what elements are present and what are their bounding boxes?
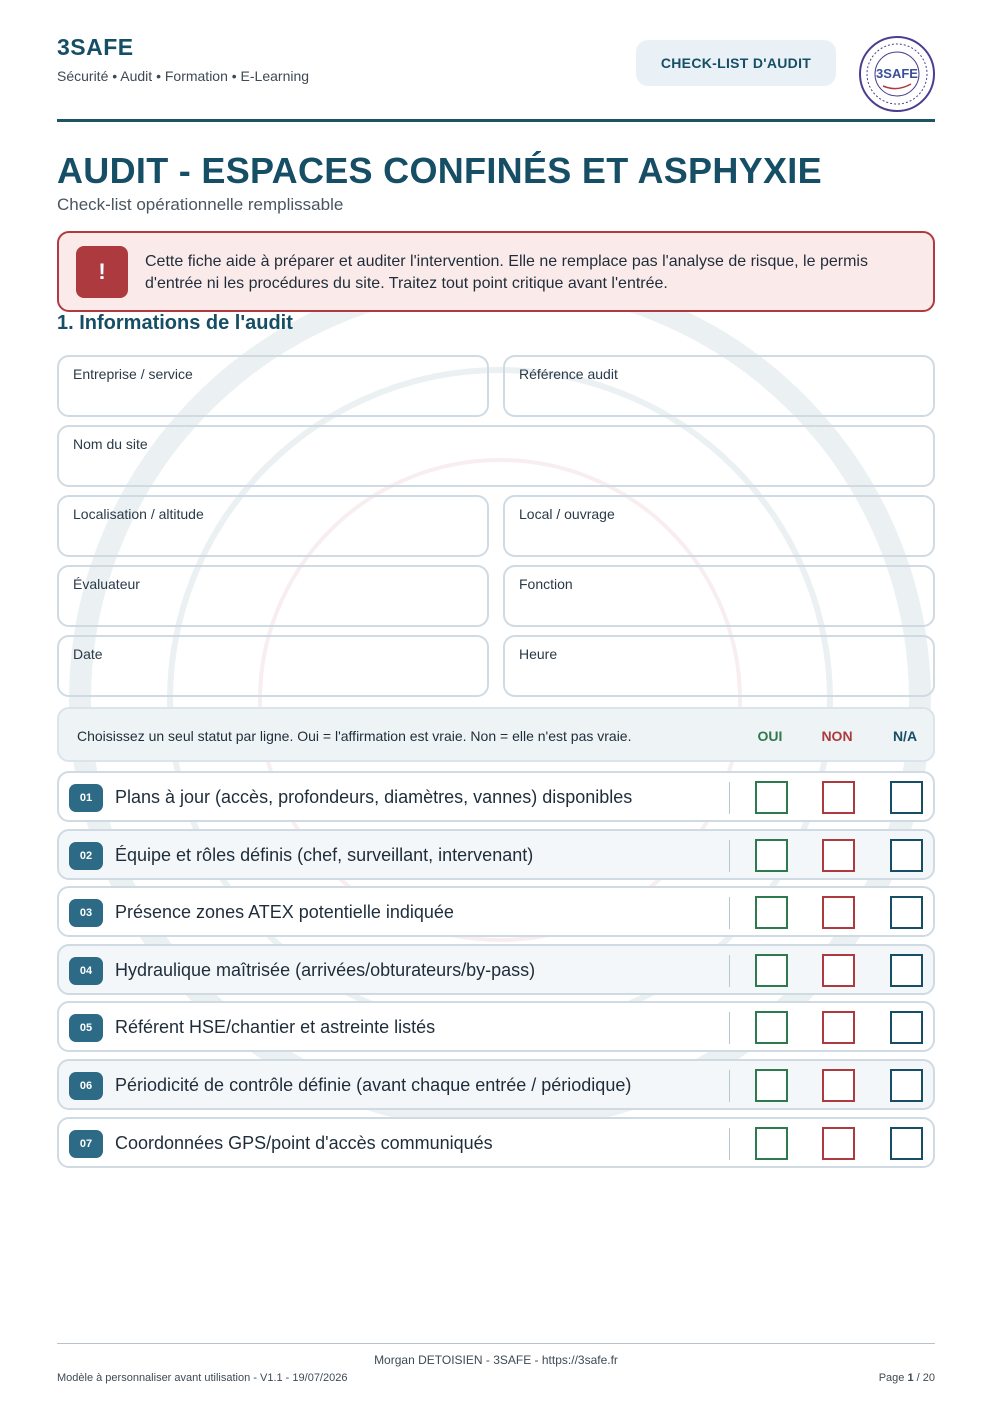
exclamation-icon: ! [76, 246, 128, 298]
page-label: Page [878, 1372, 905, 1384]
checklist-row-04 [57, 944, 935, 995]
item-number-badge: 03 [69, 899, 103, 927]
warning-callout [57, 231, 935, 312]
checkbox-non[interactable] [822, 1127, 855, 1160]
local-ouvrage-input[interactable] [517, 527, 921, 551]
item-number-badge: 05 [69, 1014, 103, 1042]
checkbox-non[interactable] [822, 954, 855, 987]
brand-name: 3SAFE [57, 34, 134, 60]
field-reference-audit [503, 355, 935, 417]
row-divider [729, 955, 730, 987]
checkbox-na[interactable] [890, 1127, 923, 1160]
3safe-logo-seal-icon [857, 34, 937, 114]
field-label: Référence audit [519, 366, 618, 382]
column-header-non: NON [821, 728, 853, 744]
page-current: 1 [907, 1372, 914, 1384]
checklist-row-06 [57, 1059, 935, 1110]
item-text: Hydraulique maîtrisée (arrivées/obturateurs/by-pass) [115, 960, 536, 980]
item-text: Référent HSE/chantier et astreinte listés [115, 1017, 436, 1037]
logo-seal-text: 3SAFE [876, 66, 918, 81]
field-label: Fonction [519, 576, 573, 592]
checklist-row-02 [57, 829, 935, 880]
header-divider [57, 119, 935, 122]
footer-divider [57, 1343, 935, 1344]
doc-type-badge: CHECK-LIST D'AUDIT [636, 40, 836, 86]
field-date [57, 635, 489, 697]
field-entreprise-service [57, 355, 489, 417]
checkbox-na[interactable] [890, 781, 923, 814]
evaluateur-input[interactable] [71, 597, 475, 621]
field-label: Nom du site [73, 436, 148, 452]
brand-tagline: Sécurité • Audit • Formation • E-Learning [57, 68, 310, 84]
checkbox-oui[interactable] [755, 954, 788, 987]
checkbox-non[interactable] [822, 839, 855, 872]
checklist-row-05 [57, 1001, 935, 1052]
page-title: AUDIT - ESPACES CONFINÉS ET ASPHYXIE [57, 150, 822, 191]
checkbox-oui[interactable] [755, 1069, 788, 1102]
footer-template-note: Modèle à personnaliser avant utilisation - V1.1 - 19/07/2026 [57, 1372, 348, 1384]
column-header-oui: OUI [757, 728, 783, 744]
checkbox-non[interactable] [822, 781, 855, 814]
fonction-input[interactable] [517, 597, 921, 621]
checkbox-oui[interactable] [755, 1127, 788, 1160]
checkbox-oui[interactable] [755, 781, 788, 814]
field-heure [503, 635, 935, 697]
page-total: / 20 [916, 1372, 935, 1384]
row-divider [729, 1070, 730, 1102]
item-number-badge: 02 [69, 842, 103, 870]
checkbox-oui[interactable] [755, 839, 788, 872]
field-label: Évaluateur [73, 576, 140, 592]
status-instructions: Choisissez un seul statut par ligne. Oui = l'affirmation est vraie. Non = elle n'est pas vraie. [77, 728, 632, 744]
nom-du-site-input[interactable] [71, 457, 921, 481]
heure-input[interactable] [517, 667, 921, 691]
field-label: Heure [519, 646, 558, 662]
column-header-na: N/A [892, 728, 918, 744]
checkbox-oui[interactable] [755, 1011, 788, 1044]
date-input[interactable] [71, 667, 475, 691]
checkbox-non[interactable] [822, 1011, 855, 1044]
field-local-ouvrage [503, 495, 935, 557]
row-divider [729, 897, 730, 929]
item-number-badge: 01 [69, 784, 103, 812]
page-subtitle: Check-list opérationnelle remplissable [57, 195, 344, 214]
item-text: Périodicité de contrôle définie (avant chaque entrée / périodique) [115, 1075, 632, 1095]
checkbox-non[interactable] [822, 1069, 855, 1102]
checklist-row-07 [57, 1117, 935, 1168]
checkbox-na[interactable] [890, 954, 923, 987]
field-localisation-altitude [57, 495, 489, 557]
field-label: Entreprise / service [73, 366, 193, 382]
field-fonction [503, 565, 935, 627]
field-nom-du-site [57, 425, 935, 487]
item-number-badge: 07 [69, 1130, 103, 1158]
section-title-informations: 1. Informations de l'audit [57, 312, 293, 334]
row-divider [729, 1128, 730, 1160]
warning-text: Cette fiche aide à préparer et auditer l'intervention. Elle ne remplace pas l'analyse de risque, le permis d'entrée ni les procédures du site. Traitez tout point critique avant l'entrée. [145, 253, 868, 292]
checkbox-na[interactable] [890, 1069, 923, 1102]
checkbox-na[interactable] [890, 839, 923, 872]
checklist-row-01 [57, 771, 935, 822]
item-text: Coordonnées GPS/point d'accès communiqués [115, 1133, 493, 1153]
item-text: Équipe et rôles définis (chef, surveillant, intervenant) [115, 845, 534, 865]
header [57, 34, 935, 94]
checkbox-non[interactable] [822, 896, 855, 929]
footer-author: Morgan DETOISIEN - 3SAFE - https://3safe.fr [374, 1353, 618, 1367]
checklist-row-03 [57, 886, 935, 937]
item-number-badge: 04 [69, 957, 103, 985]
field-evaluateur [57, 565, 489, 627]
status-legend-bar [57, 707, 935, 762]
localisation-altitude-input[interactable] [71, 527, 475, 551]
item-text: Présence zones ATEX potentielle indiquée [115, 902, 454, 922]
row-divider [729, 1012, 730, 1044]
checkbox-na[interactable] [890, 1011, 923, 1044]
field-label: Local / ouvrage [519, 506, 615, 522]
reference-audit-input[interactable] [517, 387, 921, 411]
checkbox-na[interactable] [890, 896, 923, 929]
checkbox-oui[interactable] [755, 896, 788, 929]
entreprise-service-input[interactable] [71, 387, 475, 411]
row-divider [729, 782, 730, 814]
field-label: Localisation / altitude [73, 506, 204, 522]
item-number-badge: 06 [69, 1072, 103, 1100]
row-divider [729, 840, 730, 872]
page-indicator [879, 1372, 935, 1384]
item-text: Plans à jour (accès, profondeurs, diamètres, vannes) disponibles [115, 787, 633, 807]
field-label: Date [73, 646, 103, 662]
